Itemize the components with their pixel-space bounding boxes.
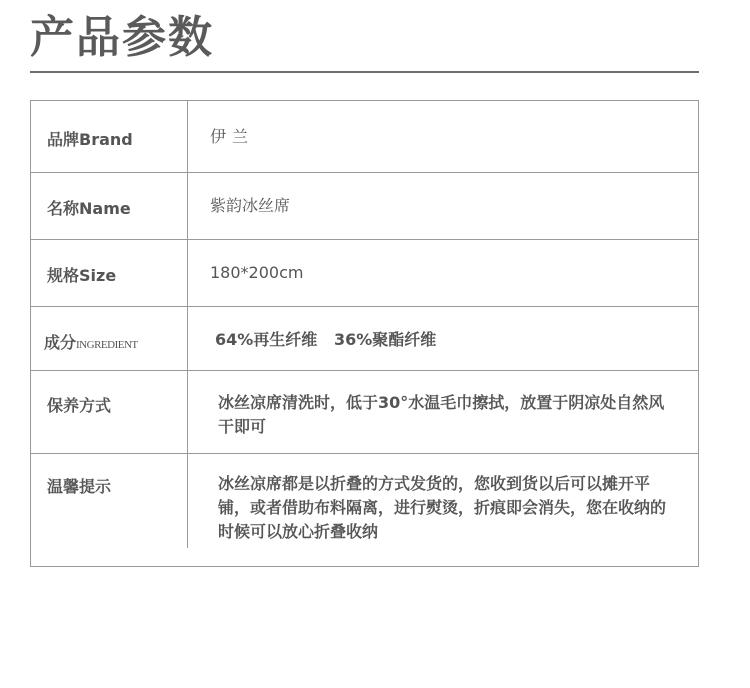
title-divider [30,71,699,73]
row-value-care: 冰丝凉席清洗时，低于30°水温毛巾擦拭，放置于阴凉处自然风干即可 [218,393,665,436]
row-value-ingredient: 64%再生纤维 36%聚酯纤维 [215,330,437,349]
row-label-tips: 温馨提示 [47,477,112,496]
row-value-brand: 伊兰 [210,127,255,146]
row-label-size: 规格Size [47,266,117,285]
row-label-care: 保养方式 [47,396,112,415]
row-label-name: 名称Name [47,199,131,218]
table-row-ingredient [31,306,698,371]
table-row-size [31,239,698,307]
table-row-tips [31,453,698,567]
spec-table [30,100,699,567]
page-title: 产品参数 [30,12,214,63]
row-label-ingredient [44,330,138,353]
row-label-ingredient-sub: INGREDIENT [76,339,138,351]
row-value-name: 紫韵冰丝席 [210,196,291,215]
row-value-size: 180*200cm [210,263,304,282]
table-row-name [31,172,698,240]
table-row-brand [31,101,698,173]
row-value-tips: 冰丝凉席都是以折叠的方式发货的，您收到货以后可以摊开平铺，或者借助布料隔离，进行熨烫，折痕即会消失，您在收纳的时候可以放心折叠收纳 [218,474,667,541]
row-label-ingredient-main: 成分 [44,333,77,352]
table-row-care [31,370,698,454]
row-label-brand: 品牌Brand [47,130,133,149]
